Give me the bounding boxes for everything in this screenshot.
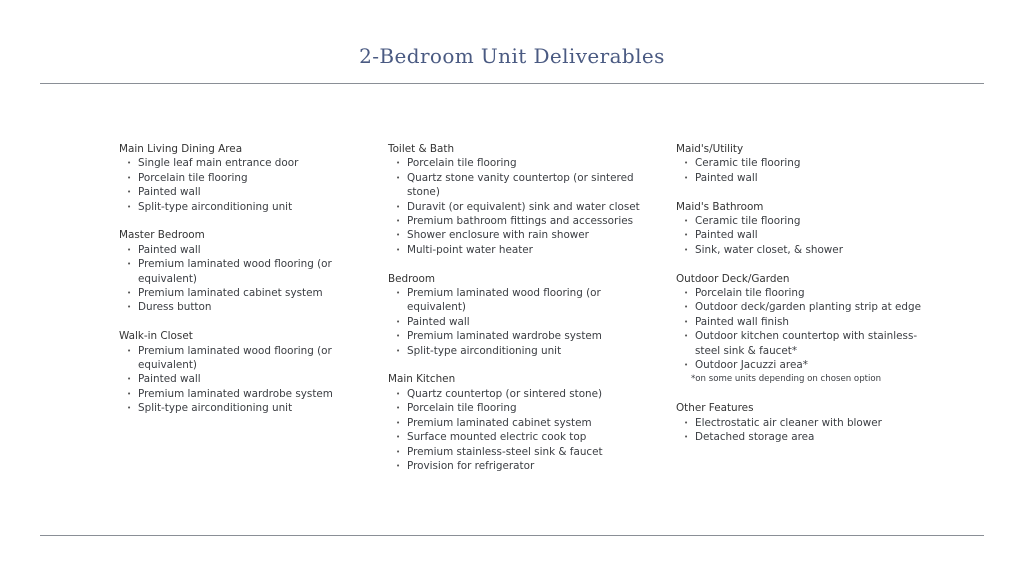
footnote: *on some units depending on chosen option [691, 374, 882, 385]
section-other-features [676, 401, 936, 444]
list-item: • Painted wall [676, 228, 936, 242]
list-item: • Split-type airconditioning unit [388, 344, 650, 358]
list-item: • Premium laminated wood flooring (or equivalent) [119, 257, 349, 286]
list-item: • Outdoor kitchen countertop with stainless-steel sink & faucet* [676, 329, 936, 358]
item-list [388, 387, 650, 473]
list-item: • Premium laminated wood flooring (or equivalent) [119, 344, 349, 373]
section-maids-bathroom [676, 200, 936, 258]
section-heading: Main Living Dining Area [119, 143, 243, 155]
list-item: • Ceramic tile flooring [676, 156, 936, 170]
section-master-bedroom [119, 228, 349, 314]
list-item: • Split-type airconditioning unit [119, 401, 349, 415]
list-item: • Detached storage area [676, 430, 936, 444]
list-item: • Provision for refrigerator [388, 459, 650, 473]
section-heading: Maid's Bathroom [676, 200, 764, 213]
list-item: • Outdoor deck/garden planting strip at edge [676, 300, 936, 314]
section-outdoor-deck-garden [676, 272, 936, 387]
column-1 [119, 142, 349, 430]
section-heading: Master Bedroom [119, 229, 205, 242]
section-maids-utility [676, 142, 936, 185]
item-list [388, 156, 650, 257]
list-item: • Porcelain tile flooring [119, 171, 349, 185]
section-main-kitchen [388, 372, 650, 473]
list-item: • Outdoor Jacuzzi area* [676, 358, 936, 372]
list-item: • Shower enclosure with rain shower [388, 228, 650, 242]
list-item: • Porcelain tile flooring [388, 156, 650, 170]
list-item: • Painted wall [119, 372, 349, 386]
section-walk-in-closet [119, 329, 349, 415]
column-3 [676, 142, 936, 459]
item-list [119, 243, 349, 315]
page-title: 2-Bedroom Unit Deliverables [359, 44, 665, 68]
item-list [676, 156, 936, 185]
list-item: • Premium stainless-steel sink & faucet [388, 445, 650, 459]
section-heading: Maid's/Utility [676, 143, 744, 155]
section-heading: Other Features [676, 402, 754, 415]
list-item: • Painted wall [119, 185, 349, 199]
section-heading: Bedroom [388, 272, 435, 285]
list-item: • Porcelain tile flooring [676, 286, 936, 300]
column-2 [388, 142, 650, 488]
list-item: • Porcelain tile flooring [388, 401, 650, 415]
list-item: • Premium laminated cabinet system [388, 416, 650, 430]
item-list [119, 344, 349, 416]
section-main-living-dining [119, 142, 349, 214]
list-item: • Sink, water closet, & shower [676, 243, 936, 257]
list-item: • Painted wall [119, 243, 349, 257]
list-item: • Painted wall [388, 315, 650, 329]
list-item: • Painted wall finish [676, 315, 936, 329]
list-item: • Ceramic tile flooring [676, 214, 936, 228]
list-item: • Painted wall [676, 171, 936, 185]
section-toilet-bath [388, 142, 650, 257]
list-item: • Multi-point water heater [388, 243, 650, 257]
list-item: • Split-type airconditioning unit [119, 200, 349, 214]
item-list [676, 286, 936, 372]
list-item: • Premium laminated wood flooring (or equivalent) [388, 286, 650, 315]
section-heading: Main Kitchen [388, 373, 456, 386]
item-list [119, 156, 349, 214]
list-item: • Electrostatic air cleaner with blower [676, 416, 936, 430]
item-list [676, 214, 936, 257]
bottom-divider [40, 535, 984, 536]
list-item: • Single leaf main entrance door [119, 156, 349, 170]
section-heading: Walk-in Closet [119, 330, 193, 343]
top-divider [40, 83, 984, 84]
list-item: • Premium bathroom fittings and accessories [388, 214, 650, 228]
list-item: • Premium laminated wardrobe system [388, 329, 650, 343]
list-item: • Premium laminated wardrobe system [119, 387, 349, 401]
section-heading: Toilet & Bath [388, 143, 455, 155]
section-heading: Outdoor Deck/Garden [676, 272, 790, 285]
list-item: • Duress button [119, 300, 349, 314]
item-list [388, 286, 650, 358]
list-item: • Quartz countertop (or sintered stone) [388, 387, 650, 401]
list-item: • Duravit (or equivalent) sink and water closet [388, 200, 650, 214]
list-item: • Premium laminated cabinet system [119, 286, 349, 300]
section-bedroom [388, 272, 650, 358]
item-list [676, 416, 936, 445]
list-item: • Quartz stone vanity countertop (or sintered stone) [388, 171, 650, 200]
list-item: • Surface mounted electric cook top [388, 430, 650, 444]
